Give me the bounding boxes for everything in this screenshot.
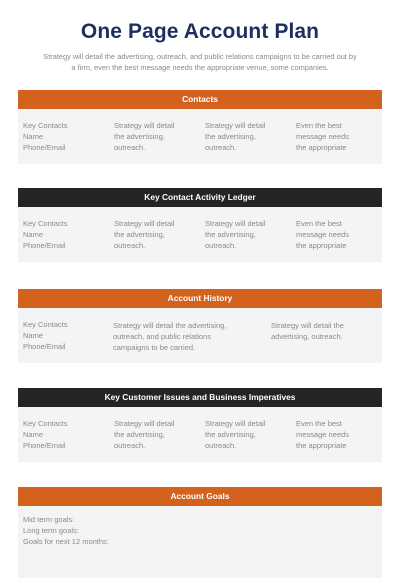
text-line: the advertising, [114,131,165,141]
name-label: Name [23,330,44,340]
text-line: Strategy will detail the advertising, [113,321,227,330]
text-line: outreach. [205,240,237,250]
activity-ledger-section [18,188,382,262]
text-line: the appropriate [296,440,347,450]
text-line: advertising, outreach. [271,331,343,341]
subtitle-line: Strategy will detail the advertising, outreach, and public relations campaigns to be carried out by [43,52,357,61]
key-contacts-label: Key Contacts [23,219,68,228]
text-column [296,219,349,251]
text-line: Strategy will detail [114,219,175,228]
text-line: the advertising, [205,131,256,141]
text-line: outreach. [205,440,237,450]
activity-ledger-header: Key Contact Activity Ledger [18,188,382,207]
text-column [205,121,265,153]
labels-column [23,320,68,352]
text-line: Strategy will detail [114,419,175,428]
key-contacts-label: Key Contacts [23,121,68,130]
text-line: the advertising, [114,229,165,239]
text-line: outreach. [114,240,146,250]
phone-email-label: Phone/Email [23,341,66,351]
text-line: the appropriate [296,240,347,250]
text-line: Strategy will detail [205,219,266,228]
text-line: outreach. [114,142,146,152]
account-goals-header: Account Goals [18,487,382,506]
name-label: Name [23,229,44,239]
text-line: Strategy will detail the [271,321,344,330]
text-column [114,121,174,153]
text-line: message needs [296,229,349,239]
text-column [205,419,265,451]
text-column [113,321,226,353]
text-line: the advertising, [205,229,256,239]
text-column [114,219,174,251]
text-line: Even the best [296,219,342,228]
account-history-body [18,308,382,363]
text-line: outreach. [114,440,146,450]
phone-email-label: Phone/Email [23,240,66,250]
text-column [114,419,174,451]
key-contacts-label: Key Contacts [23,419,68,428]
account-goals-body [18,506,382,578]
customer-issues-header: Key Customer Issues and Business Imperatives [18,388,382,407]
account-history-header: Account History [18,289,382,308]
text-line: Even the best [296,121,342,130]
phone-email-label: Phone/Email [23,440,66,450]
text-line: the advertising, [205,429,256,439]
subtitle-line: a firm, even the best message needs the appropriate venue, some companies. [71,62,329,72]
long-term-goals-label: Long term goals: [23,525,79,535]
text-line: Strategy will detail [205,419,266,428]
text-line: the appropriate [296,142,347,152]
account-goals-section [18,487,382,578]
text-line: Strategy will detail [205,121,266,130]
text-line: Even the best [296,419,342,428]
labels-column [23,419,68,451]
customer-issues-section [18,388,382,462]
name-label: Name [23,131,44,141]
labels-column [23,121,68,153]
activity-ledger-body [18,207,382,262]
text-line: the advertising, [114,429,165,439]
text-column [296,121,349,153]
account-history-section [18,289,382,363]
page-title: One Page Account Plan [80,20,320,43]
contacts-body [18,109,382,164]
text-line: outreach. [205,142,237,152]
text-line: outreach, and public relations [113,331,211,341]
key-contacts-label: Key Contacts [23,320,68,329]
goals-list [23,515,109,547]
page-subtitle [22,52,378,73]
text-column [271,321,344,343]
labels-column [23,219,68,251]
text-line: message needs [296,429,349,439]
twelve-month-goals-label: Goals for next 12 months: [23,536,109,546]
name-label: Name [23,429,44,439]
phone-email-label: Phone/Email [23,142,66,152]
contacts-section [18,90,382,164]
text-line: message needs [296,131,349,141]
text-column [296,419,349,451]
text-line: Strategy will detail [114,121,175,130]
mid-term-goals-label: Mid term goals: [23,515,75,524]
text-line: campaigns to be carried. [113,342,196,352]
text-column [205,219,265,251]
contacts-header: Contacts [18,90,382,109]
customer-issues-body [18,407,382,462]
